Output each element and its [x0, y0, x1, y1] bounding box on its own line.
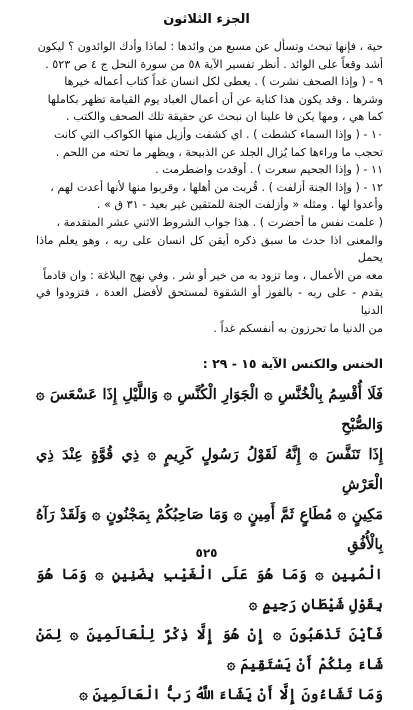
- text-line: معه من الأعمال ، وما تزود به من خير أو شر . وفي نهج البلاغة : وان قادماً: [43, 268, 383, 282]
- verse-line: وَمَا تَشَاءُونَ إِلَّا أَنْ يَشَاءَ اللَّهُ رَبُّ الْعَالَمِينَ ۞: [79, 686, 383, 703]
- text-line: ٩ - ( وإذا الصحف نشرت ) . يعطى لكل انسان غداً كتاب أعماله خيرها: [64, 75, 383, 89]
- text-line: حية ، فإنها تبحث وتسأل عن مسبع من وائدها : لماذا وأدك الوائدون ؟ ليكون: [37, 40, 383, 53]
- verse-line: الْمُبِينِ ۞ وَمَا هُوَ عَلَى الْغَيْبِ بِضَنِينٍ ۞ وَمَا هُوَ بِقَوْلِ شَيْطَانٍ رَجِيمٍ ۞: [36, 566, 383, 613]
- text-line: يقدم - على ربه - بالفوز أو الشقوة لمستحق لأفضل العدة ، فتزودوا في الدنيا: [36, 286, 383, 317]
- section-heading: الخنس والكنس الآية ١٥ - ٢٩ :: [202, 356, 383, 371]
- text-line: كما هي ، ومها يكن فا علينا ان نبحث عن حقيقة تلك الصحف والكتب .: [66, 110, 383, 124]
- text-line: وشرها . وقد يكون هذا كناية عن أن أعمال العباد يوم القيامة تظهر بكاملها: [47, 92, 383, 106]
- page-number: ٥٢٥: [195, 546, 218, 560]
- text-line: من الدنيا ما تحرزون به أنفسكم غداً .: [213, 321, 383, 335]
- text-line: ١٢ - ( وإذا الجنة أزلفت ) . قُربت من أهلها ، وقربوا منها لأنها أعدت لهم ،: [50, 180, 383, 194]
- verse-line: فَأَيْنَ تَذْهَبُونَ ۞ إِنْ هُوَ إِلَّا ذِكْرٌ لِلْعَالَمِينَ ۞ لِمَنْ شَاءَ مِنْكُمْ أَنْ يَسْتَقِيمَ ۞: [36, 626, 383, 673]
- verse-line: فَلَا أُقْسِمُ بِالْخُنَّسِ ۞ الْجَوَارِ الْكُنَّسِ ۞ وَاللَّيْلِ إِذَا عَسْعَسَ ۞ وَالصُّبْحِ: [36, 386, 383, 433]
- text-line: ١٠ - ( وإذا السماء كشطت ) . اي كشفت وأزيل منها الكواكب التي كانت: [53, 127, 383, 141]
- text-line: وأعدوا لها . ومثله « وأزلفت الجنة للمتقين غير بعيد - ٣١ ق » .: [96, 198, 383, 212]
- verse-line: إِذَا تَنَفَّسَ ۞ إِنَّهُ لَقَوْلُ رَسُولٍ كَرِيمٍ ۞ ذِي قُوَّةٍ عِنْدَ ذِي الْعَرْشِ: [36, 446, 383, 493]
- text-line: ١١ - ( وإذا الجحيم سعرت ) . أوقدت واضطرمت .: [155, 163, 383, 177]
- verse-line: مَكِينٍ ۞ مُطَاعٍ ثَمَّ أَمِينٍ ۞ وَمَا صَاحِبُكُمْ بِمَجْنُونٍ ۞ وَلَقَدْ رَآهُ بِالْأُفُقِ: [36, 506, 383, 553]
- text-line: أشد وقعاً على الوائد . أنظر تفسير الآية ٥٨ من سورة النحل ج ٤ ص ٥٢٣ .: [45, 57, 383, 71]
- quran-verses: [36, 380, 383, 710]
- commentary-text: [36, 38, 383, 337]
- running-header: الجزء الثلاثون: [163, 12, 250, 27]
- text-line: تحجب ما وراءها كما يُزال الجلد عن الذبيحة ، ويظهر ما تحته من اللحم .: [55, 145, 383, 159]
- text-line: والمعنى اذا حدث ما سبق ذكره أيقن كل انسان على ربه ، وهو يعلم ماذا يحمل: [36, 233, 383, 265]
- text-line: ( علمت نفس ما أحضرت ) . هذا جواب الشروط الاثني عشر المتقدمة ،: [56, 215, 383, 229]
